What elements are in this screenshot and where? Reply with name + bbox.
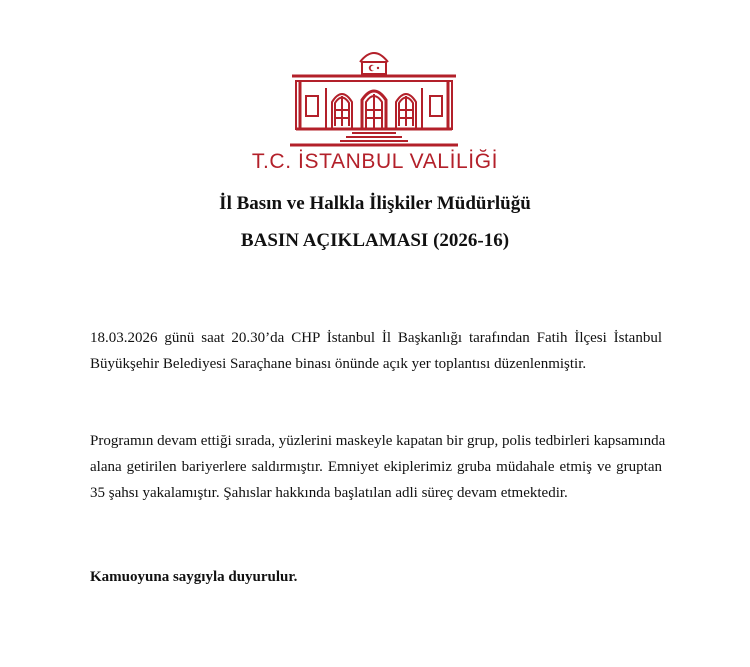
paragraph-1 bbox=[90, 325, 662, 377]
press-release-title: BASIN AÇIKLAMASI (2026-16) bbox=[240, 230, 510, 251]
istanbul-governorship-building-icon bbox=[286, 40, 462, 148]
closing-statement: Kamuoyuna saygıyla duyurulur. bbox=[90, 569, 298, 585]
institution-name: T.C. İSTANBUL VALİLİĞİ bbox=[251, 150, 499, 173]
paragraph-2-line: alana getirilen bariyerlere saldırmıştır. Emniyet ekiplerimiz gruba müdahale etmiş ve gruptan bbox=[90, 459, 662, 475]
department-heading: İl Basın ve Halkla İlişkiler Müdürlüğü bbox=[219, 193, 531, 214]
paragraph-2-line: 35 şahsı yakalamıştır. Şahıslar hakkında başlatılan adli süreç devam etmektedir. bbox=[90, 485, 568, 501]
paragraph-1-line: 18.03.2026 günü saat 20.30’da CHP İstanbul İl Başkanlığı tarafından Fatih İlçesi İstanbul bbox=[90, 330, 662, 346]
paragraph-2 bbox=[90, 428, 666, 506]
paragraph-1-line: Büyükşehir Belediyesi Saraçhane binası önünde açık yer toplantısı düzenlenmiştir. bbox=[90, 356, 587, 372]
paragraph-2-line: Programın devam ettiği sırada, yüzlerini maskeyle kapatan bir grup, polis tedbirleri kapsamında bbox=[90, 433, 666, 449]
